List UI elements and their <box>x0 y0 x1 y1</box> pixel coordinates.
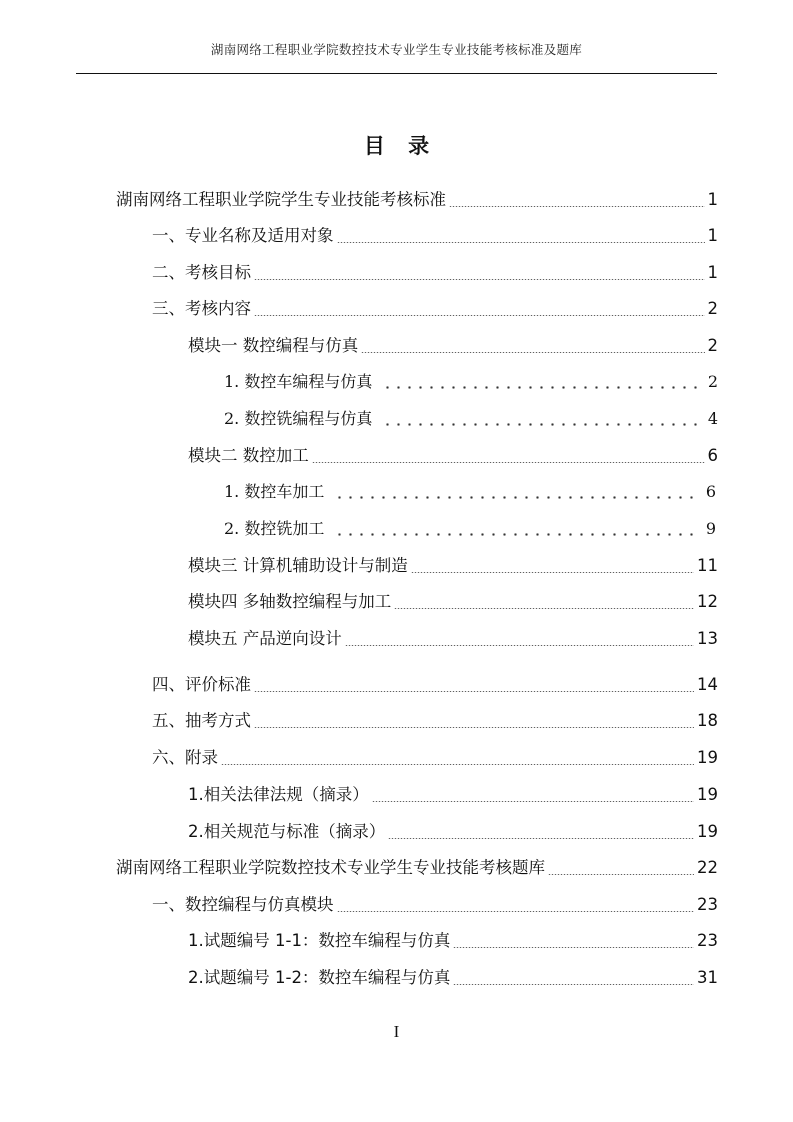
toc-entry-label: 2.相关规范与标准（摘录） <box>188 822 386 841</box>
toc-entry-label: 2. 数控铣加工 <box>224 519 325 538</box>
toc-entry-label: 二、考核目标 <box>152 263 251 282</box>
toc-entry-page: 1 <box>707 226 718 245</box>
toc-entry-page: 23 <box>697 895 718 914</box>
toc-entry-page: 23 <box>697 931 718 950</box>
dot-leader <box>312 462 705 463</box>
toc-entry-page: 19 <box>697 748 718 767</box>
toc-entry-label: 六、附录 <box>152 748 218 767</box>
toc-entry-label: 1. 数控车编程与仿真 <box>224 372 373 391</box>
running-header: 湖南网络工程职业学院数控技术专业学生专业技能考核标准及题库 <box>210 42 583 57</box>
dot-leader <box>548 874 694 875</box>
toc-entry-page: 18 <box>697 711 718 730</box>
toc-entry-label: 1. 数控车加工 <box>224 482 325 501</box>
toc-entry[interactable] <box>152 890 718 920</box>
toc-entry-page: 12 <box>697 592 718 611</box>
dot-leader <box>337 242 705 243</box>
toc-entry-label: 2. 数控铣编程与仿真 <box>224 409 373 428</box>
toc-entry-page: 31 <box>697 968 718 987</box>
dot-leader <box>449 206 705 207</box>
toc-entry-label: 1.相关法律法规（摘录） <box>188 785 369 804</box>
toc-entry[interactable] <box>152 221 718 251</box>
toc-entry[interactable] <box>224 477 716 507</box>
toc-entry[interactable] <box>188 963 718 993</box>
dot-leader <box>394 608 694 609</box>
dot-leader <box>453 984 694 985</box>
toc-entry[interactable] <box>152 706 718 736</box>
toc-entry-page: 9 <box>705 519 716 538</box>
header-rule <box>76 73 717 74</box>
toc-entry-label: 模块一 数控编程与仿真 <box>188 336 359 355</box>
toc-entry[interactable] <box>188 551 718 581</box>
toc-entry-label: 一、专业名称及适用对象 <box>152 226 334 245</box>
dot-leader <box>254 727 694 728</box>
toc-entry-page: 13 <box>697 629 718 648</box>
dot-leader <box>221 764 694 765</box>
dot-leader <box>254 691 694 692</box>
dot-leader <box>372 801 694 802</box>
toc-entry[interactable] <box>152 743 718 773</box>
dot-leader <box>254 279 705 280</box>
toc-entry[interactable] <box>188 587 718 617</box>
toc-entry-page: 6 <box>705 482 716 501</box>
dot-leader <box>345 645 694 646</box>
page-title: 目 录 <box>363 134 438 158</box>
toc-entry-page: 22 <box>697 858 718 877</box>
toc-entry-label: 模块三 计算机辅助设计与制造 <box>188 556 408 575</box>
toc-entry[interactable] <box>188 441 718 471</box>
toc-entry[interactable] <box>188 780 718 810</box>
toc-entry-page: 1 <box>707 190 718 209</box>
toc-entry[interactable] <box>152 294 718 324</box>
toc-entry-label: 一、数控编程与仿真模块 <box>152 895 334 914</box>
toc-entry[interactable] <box>188 624 718 654</box>
toc-entry[interactable] <box>152 670 718 700</box>
toc-entry[interactable] <box>188 331 718 361</box>
toc-entry-page: 19 <box>697 785 718 804</box>
toc-entry-label: 模块四 多轴数控编程与加工 <box>188 592 392 611</box>
toc-entry[interactable] <box>116 853 718 883</box>
toc-entry-page: 2 <box>707 299 718 318</box>
toc-entry-page: 14 <box>697 675 718 694</box>
toc-entry-page: 6 <box>707 446 718 465</box>
toc-entry[interactable] <box>224 404 718 434</box>
toc-entry-label: 模块二 数控加工 <box>188 446 309 465</box>
toc-entry[interactable] <box>152 258 718 288</box>
toc-entry-label: 1.试题编号 1-1：数控车编程与仿真 <box>188 931 451 950</box>
dot-leader <box>361 352 704 353</box>
toc-entry-label: 三、考核内容 <box>152 299 251 318</box>
toc-entry-page: 1 <box>707 263 718 282</box>
toc-entry[interactable] <box>188 817 718 847</box>
dot-leader <box>334 496 695 499</box>
toc-entry-label: 湖南网络工程职业学院学生专业技能考核标准 <box>116 190 446 209</box>
dot-leader <box>388 838 694 839</box>
dot-leader <box>337 911 695 912</box>
toc-entry-label: 模块五 产品逆向设计 <box>188 629 342 648</box>
toc-entry-label: 2.试题编号 1-2：数控车编程与仿真 <box>188 968 451 987</box>
toc-entry-label: 湖南网络工程职业学院数控技术专业学生专业技能考核题库 <box>116 858 545 877</box>
toc-entry-label: 四、评价标准 <box>152 675 251 694</box>
dot-leader <box>382 423 697 426</box>
toc-entry-label: 五、抽考方式 <box>152 711 251 730</box>
dot-leader <box>334 533 695 536</box>
dot-leader <box>382 386 697 389</box>
toc-entry[interactable] <box>224 367 718 397</box>
dot-leader <box>411 572 694 573</box>
page-number: I <box>393 1022 400 1041</box>
toc-entry[interactable] <box>188 926 718 956</box>
dot-leader <box>453 947 694 948</box>
toc-entry-page: 2 <box>707 372 718 391</box>
toc-entry-page: 4 <box>707 409 718 428</box>
dot-leader <box>254 315 705 316</box>
toc-entry[interactable] <box>116 185 718 215</box>
toc-entry-page: 11 <box>697 556 718 575</box>
toc-entry-page: 19 <box>697 822 718 841</box>
toc-entry-page: 2 <box>707 336 718 355</box>
toc-entry[interactable] <box>224 514 716 544</box>
